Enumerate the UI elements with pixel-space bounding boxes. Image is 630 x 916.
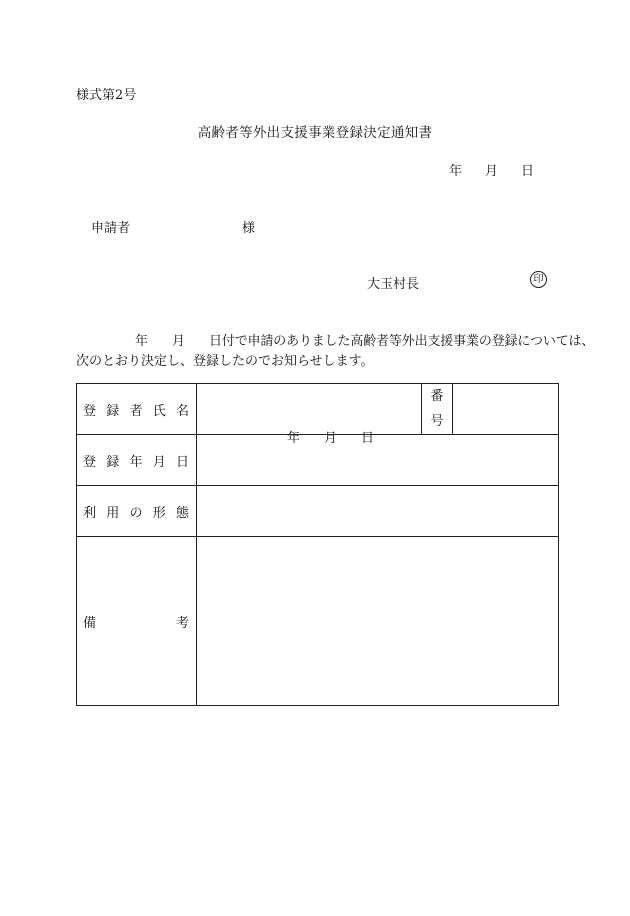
label-char: 月 [152,454,166,470]
label-char: 年 [129,454,143,470]
reg-date-year: 年 [287,431,301,446]
label-char: 録 [106,454,120,470]
table-row-name [77,384,559,435]
table-row-usage [77,486,559,537]
label-char: 日 [175,454,189,470]
label-char: 氏 [152,403,166,419]
label-char: 態 [175,505,189,521]
number-label [422,384,453,435]
body-month: 月 [172,334,186,349]
label-char: 考 [175,615,189,631]
number-value[interactable] [453,384,559,435]
registrant-name-label [77,384,197,435]
issue-date-month: 月 [485,164,499,179]
label-char: 用 [106,505,120,521]
registration-date-value[interactable] [197,431,559,486]
form-number: 様式第2号 [76,88,137,103]
applicant-honorific: 様 [242,221,256,236]
label-char: 録 [106,403,120,419]
issue-date-day: 日 [521,164,535,179]
applicant-label: 申請者 [91,221,131,236]
registrant-name-value[interactable] [197,384,422,435]
label-char: の [129,505,143,521]
document-title: 高齢者等外出支援事業登録決定通知書 [197,125,433,141]
label-char: 登 [83,454,97,470]
label-char: 形 [152,505,166,521]
registration-date-label [77,435,197,486]
reg-date-month: 月 [324,431,338,446]
label-char: 号 [430,414,444,429]
body-text-line1: 日付で申請のありました高齢者等外出支援事業の登録については、 [209,334,595,349]
label-char: 名 [175,403,189,419]
label-char: 登 [83,403,97,419]
usage-type-label [77,486,197,537]
body-text-line2: 次のとおり決定し、登録したのでお知らせします。 [76,354,374,369]
remarks-label [77,537,197,706]
table-row-remarks [77,537,559,706]
label-char: 者 [129,403,143,419]
usage-type-value[interactable] [197,486,559,537]
label-char: 番 [430,389,444,404]
seal-mark: 印 [530,271,547,288]
label-char: 利 [83,505,97,521]
issue-date-year: 年 [449,164,463,179]
label-char: 備 [83,615,97,631]
reg-date-day: 日 [361,431,375,446]
remarks-value[interactable] [197,537,559,706]
body-year: 年 [135,334,149,349]
table-row-date [77,435,559,486]
issuer-title: 大玉村長 [367,277,420,292]
registration-table [76,383,559,706]
